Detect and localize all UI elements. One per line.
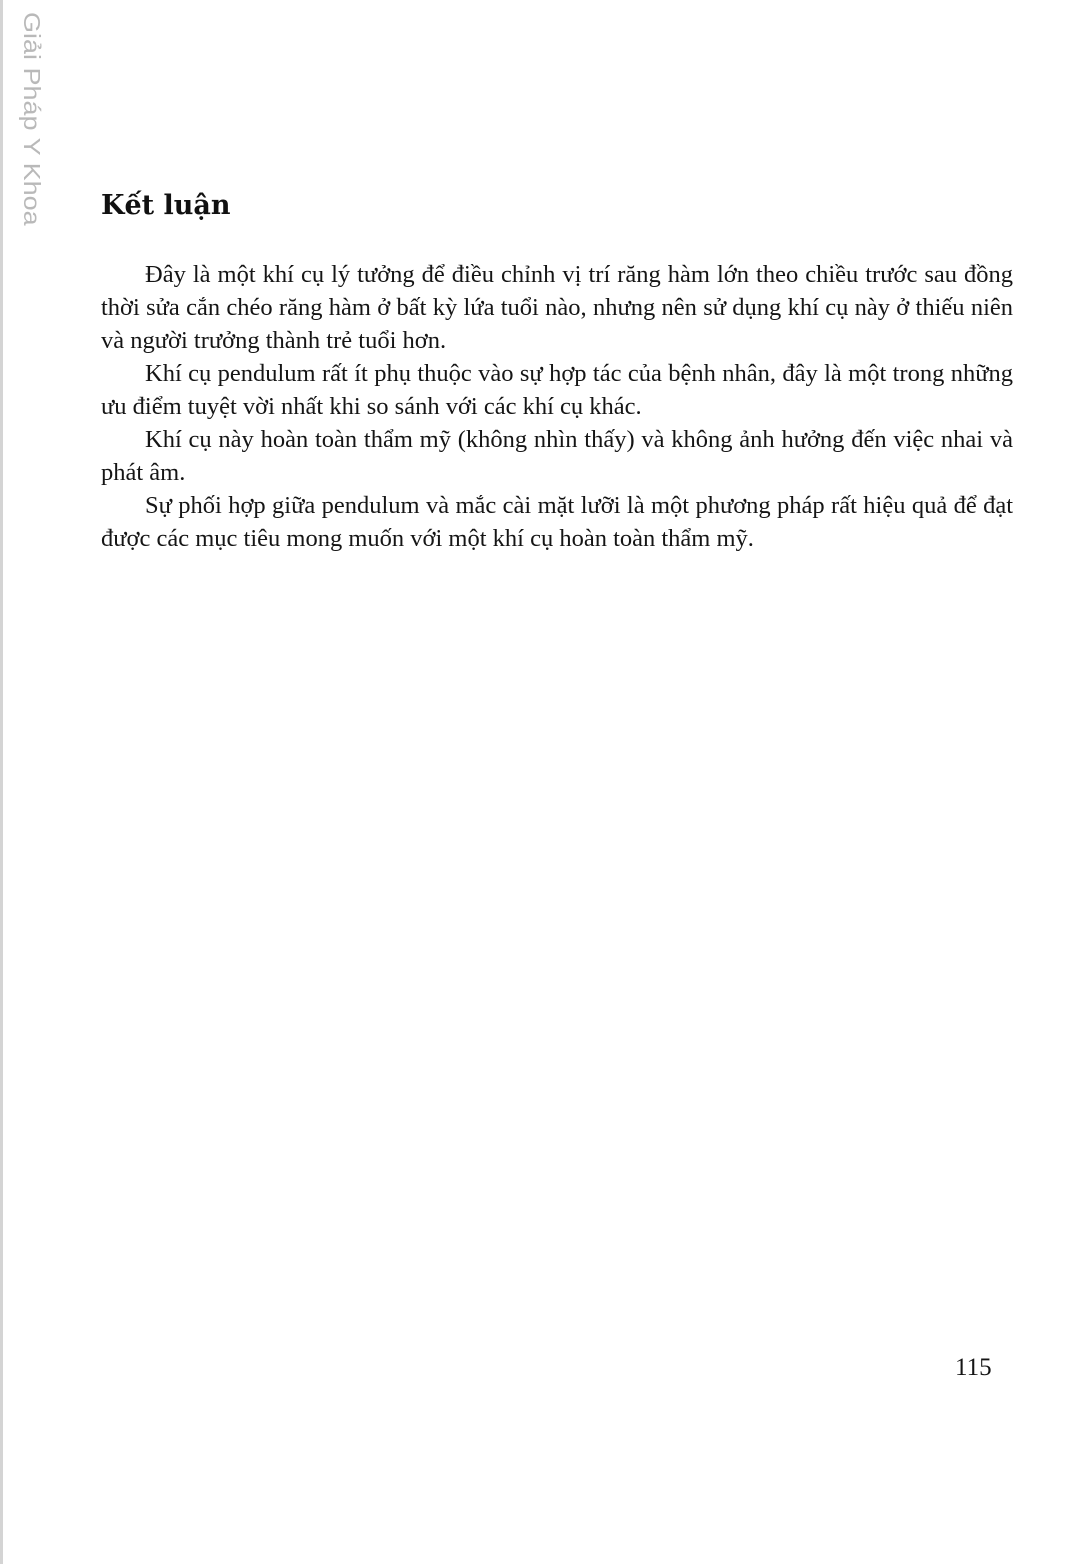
paragraph: Đây là một khí cụ lý tưởng để điều chỉnh vị trí răng hàm lớn theo chiều trước sau đồng thời sửa cắn chéo răng hàm ở bất kỳ lứa tuổi nào, nhưng nên sử dụng khí cụ này ở thiếu niên và người trưởng thành trẻ tuổi hơn.: [101, 261, 1013, 354]
page-edge-divider: [0, 0, 3, 1564]
page-number: 115: [955, 1354, 992, 1381]
paragraph: Sự phối hợp giữa pendulum và mắc cài mặt lưỡi là một phương pháp rất hiệu quả để đạt được các mục tiêu mong muốn với một khí cụ hoàn toàn thẩm mỹ.: [101, 492, 1013, 552]
side-watermark-label: Giải Pháp Y Khoa: [18, 12, 45, 226]
body-text: [101, 258, 1013, 555]
paragraph: Khí cụ pendulum rất ít phụ thuộc vào sự hợp tác của bệnh nhân, đây là một trong những ưu điểm tuyệt vời nhất khi so sánh với các khí cụ khác.: [101, 360, 1013, 420]
paragraph: Khí cụ này hoàn toàn thẩm mỹ (không nhìn thấy) và không ảnh hưởng đến việc nhai và phát âm.: [101, 426, 1013, 486]
section-heading: Kết luận: [101, 190, 231, 221]
